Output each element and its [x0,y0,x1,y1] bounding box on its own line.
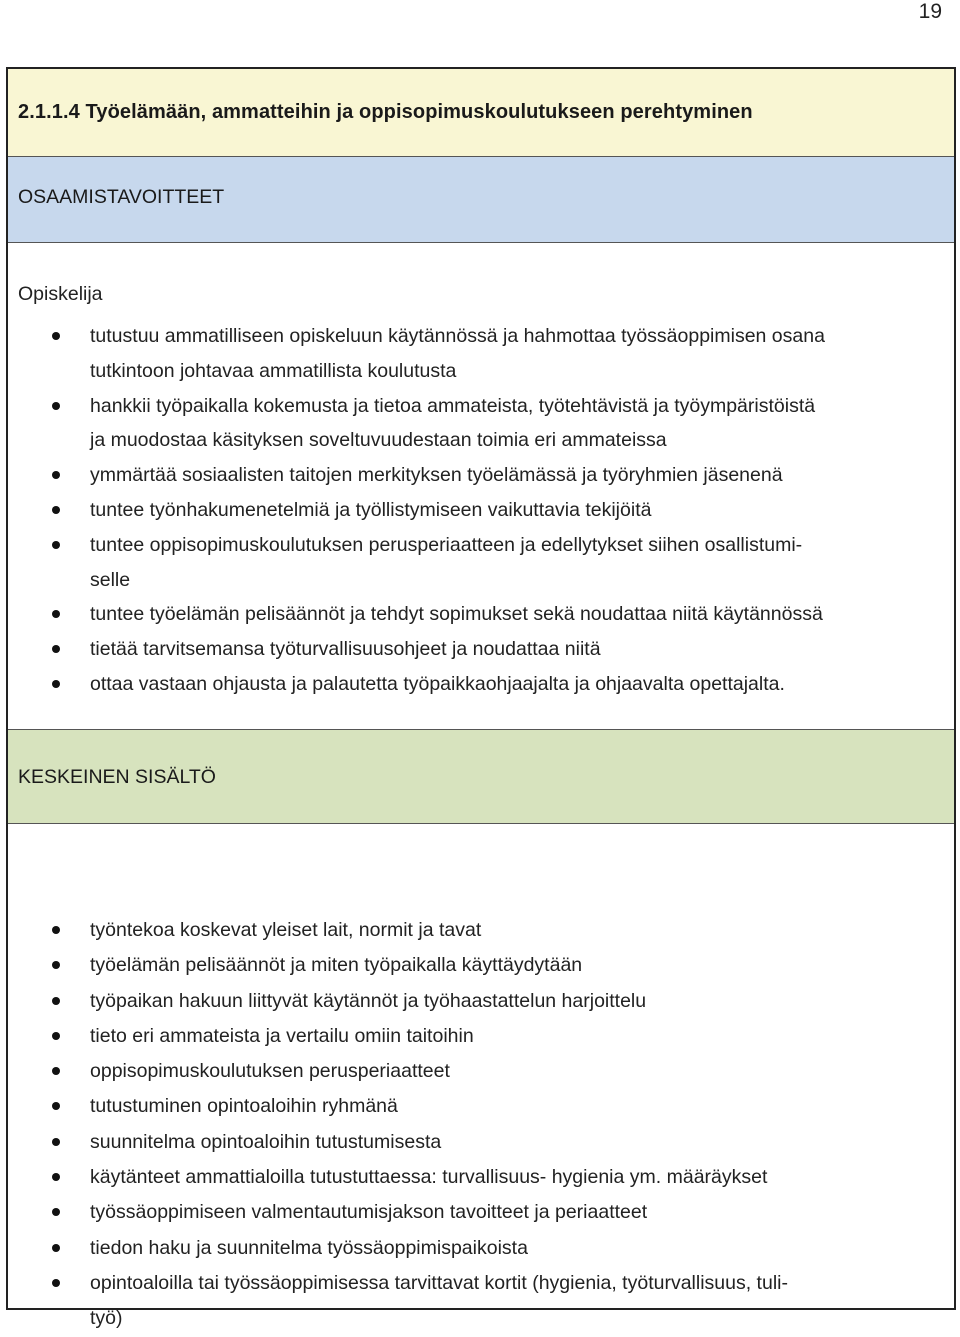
bullet-icon [52,1067,60,1075]
bullet-icon [52,1208,60,1216]
list-item-text: tutkintoon johtavaa ammatillista koulutusta [90,359,457,382]
list-item-text: tiedon haku ja suunnitelma työssäoppimispaikoista [90,1236,528,1259]
list-item [8,913,954,948]
list-item-text: tuntee oppisopimuskoulutuksen perusperiaatteen ja edellytykset siihen osallistumi- [90,533,803,556]
list-item-text: opintoaloilla tai työssäoppimisessa tarvittavat kortit (hygienia, työturvallisuus, tuli- [90,1271,788,1294]
list-item-text: työ) [90,1307,123,1330]
list-item-text: käytänteet ammattialoilla tutustuttaessa: turvallisuus- hygienia ym. määräykset [90,1166,768,1189]
bullet-icon [52,541,60,549]
goals-list [8,319,954,702]
list-item [8,389,954,459]
bullet-icon [52,961,60,969]
goals-heading: OSAAMISTAVOITTEET [18,186,225,208]
list-item-text: tietää tarvitsemansa työturvallisuusohjeet ja noudattaa niitä [90,638,601,661]
list-item-text: ymmärtää sosiaalisten taitojen merkityksen työelämässä ja työryhmien jäsenenä [90,464,783,487]
list-item [8,458,954,493]
list-item-text: selle [90,568,131,591]
title-row [8,69,954,157]
goals-header-row [8,157,954,243]
curriculum-table [6,67,956,1330]
list-item-text: työpaikan hakuun liittyvät käytännöt ja työhaastattelun harjoittelu [90,989,647,1012]
list-item [8,1089,954,1124]
list-item [8,1195,954,1230]
goals-intro: Opiskelija [18,283,103,305]
goals-row [8,243,954,730]
list-item-text: ottaa vastaan ohjausta ja palautetta työpaikkaohjaajalta ja ohjaavalta opettajalta. [90,672,785,695]
list-item [8,1266,954,1337]
list-item [8,1231,954,1266]
bullet-icon [52,471,60,479]
content-list [8,913,954,1337]
list-item [8,984,954,1019]
list-item [8,493,954,528]
content-header-row [8,730,954,824]
page-number: 19 [918,0,942,23]
list-item [8,948,954,983]
bullet-icon [52,1173,60,1181]
list-item [8,597,954,632]
list-item-text: ja muodostaa käsityksen soveltuvuudestaan toimia eri ammateissa [90,429,667,452]
bullet-icon [52,997,60,1005]
bullet-icon [52,1102,60,1110]
content-row [8,824,954,1330]
list-item [8,319,954,389]
list-item-text: tutustuminen opintoaloihin ryhmänä [90,1095,398,1118]
list-item-text: tuntee työnhakumenetelmiä ja työllistymiseen vaikuttavia tekijöitä [90,498,652,521]
list-item-text: oppisopimuskoulutuksen perusperiaatteet [90,1060,450,1083]
bullet-icon [52,1032,60,1040]
list-item-text: työntekoa koskevat yleiset lait, normit ja tavat [90,919,482,941]
list-item-text: työelämän pelisäännöt ja miten työpaikalla käyttäydytään [90,954,583,977]
bullet-icon [52,1138,60,1146]
list-item [8,1054,954,1089]
list-item-text: tieto eri ammateista ja vertailu omiin taitoihin [90,1024,474,1047]
bullet-icon [52,402,60,410]
bullet-icon [52,1244,60,1252]
list-item-text: hankkii työpaikalla kokemusta ja tietoa ammateista, työtehtävistä ja työympäristöistä [90,394,816,417]
list-item-text: tuntee työelämän pelisäännöt ja tehdyt sopimukset sekä noudattaa niitä käytännössä [90,603,823,626]
list-item-text: suunnitelma opintoaloihin tutustumisesta [90,1130,442,1153]
section-title: 2.1.1.4 Työelämään, ammatteihin ja oppisopimuskoulutukseen perehtyminen [18,101,753,123]
list-item [8,632,954,667]
bullet-icon [52,610,60,618]
list-item-text: työssäoppimiseen valmentautumisjakson tavoitteet ja periaatteet [90,1201,648,1224]
bullet-icon [52,1279,60,1287]
list-item-text: tutustuu ammatilliseen opiskeluun käytännössä ja hahmottaa työssäoppimisen osana [90,325,825,347]
bullet-icon [52,645,60,653]
list-item [8,1160,954,1195]
list-item [8,1019,954,1054]
list-item [8,1125,954,1160]
bullet-icon [52,926,60,934]
bullet-icon [52,506,60,514]
list-item [8,528,954,598]
list-item [8,667,954,702]
content-heading: KESKEINEN SISÄLTÖ [18,766,216,788]
bullet-icon [52,680,60,688]
bullet-icon [52,332,60,340]
